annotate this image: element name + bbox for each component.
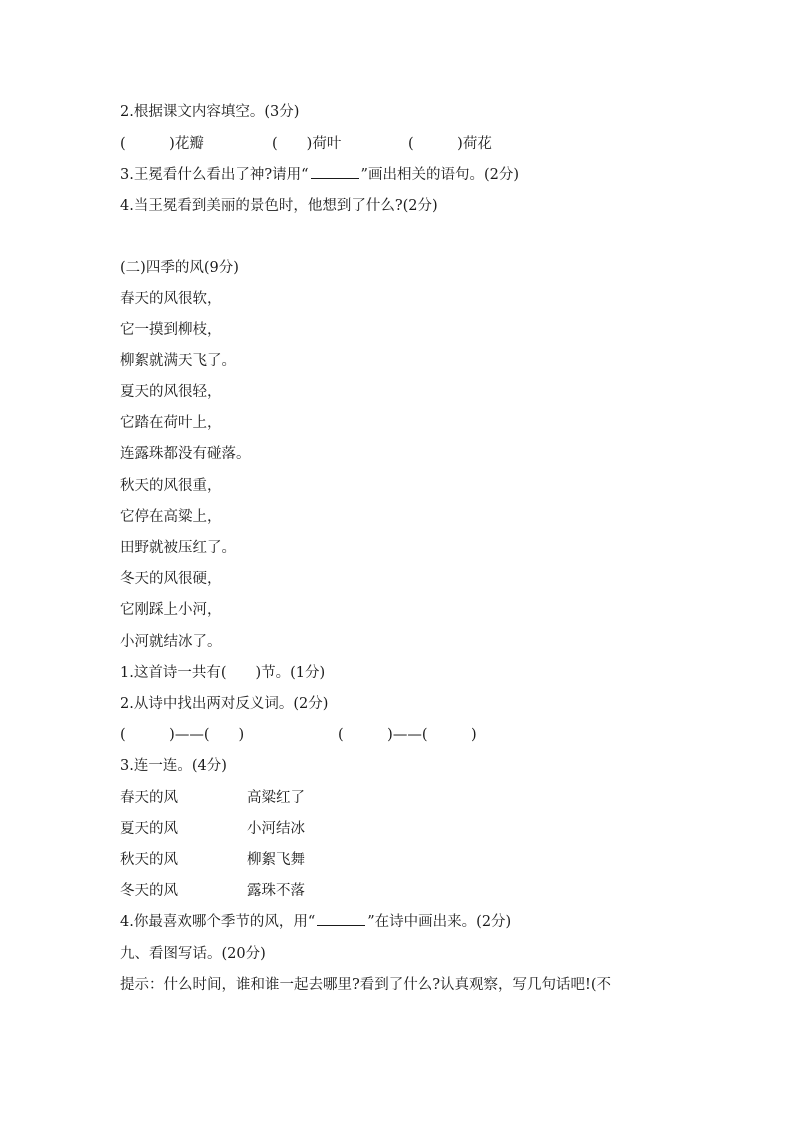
blank-petal: ( )花瓣 [120, 136, 204, 152]
match-left-item: 秋天的风 [120, 852, 178, 868]
match-left-item: 夏天的风 [120, 821, 178, 837]
poem-line: 秋天的风很重， [120, 478, 222, 494]
poem-line: 连露珠都没有碰落。 [120, 446, 251, 462]
match-right-item: 露珠不落 [247, 883, 305, 899]
match-row [120, 881, 420, 901]
part2-question-1: 1.这首诗一共有( )节。(1分) [120, 665, 326, 681]
antonym-pairs [120, 725, 520, 745]
poem-line: 它踏在荷叶上， [120, 415, 222, 431]
poem-line: 柳絮就满天飞了。 [120, 353, 236, 369]
part2-question-3: 3.连一连。(4分) [120, 758, 227, 774]
part2-question-4-suffix: ”在诗中画出来。(2分) [367, 914, 512, 930]
poem-line: 春天的风很软， [120, 291, 222, 307]
part1-question-3-prefix: 3.王冕看什么看出了神?请用“ [120, 167, 309, 183]
match-row [120, 850, 420, 870]
part1-question-3 [120, 165, 519, 185]
match-right-item: 高粱红了 [247, 790, 305, 806]
part1-question-4: 4.当王冕看到美丽的景色时，他想到了什么?(2分) [120, 198, 438, 214]
part1-question-3-suffix: ”画出相关的语句。(2分) [360, 167, 519, 183]
poem-line: 它刚踩上小河， [120, 602, 222, 618]
part2-question-4 [120, 912, 511, 932]
part3-hint: 提示：什么时间，谁和谁一起去哪里?看到了什么?认真观察，写几句话吧!(不 [120, 977, 612, 993]
antonym-pair: ( )——( ) [338, 727, 477, 743]
part2-heading: (二)四季的风(9分) [120, 260, 239, 276]
poem-line: 它停在高粱上， [120, 509, 222, 525]
part3-heading: 九、看图写话。(20分) [120, 946, 266, 962]
poem-line: 冬天的风很硬， [120, 571, 222, 587]
match-right-item: 柳絮飞舞 [247, 852, 305, 868]
underline-mark [311, 165, 359, 179]
underline-mark [317, 912, 365, 926]
blank-lotus-leaf: ( )荷叶 [272, 136, 342, 152]
match-right-item: 小河结冰 [247, 821, 305, 837]
part1-question-2-blanks [120, 134, 540, 154]
poem-line: 田野就被压红了。 [120, 540, 236, 556]
poem-line: 小河就结冰了。 [120, 634, 222, 650]
blank-lotus-flower: ( )荷花 [408, 136, 492, 152]
poem-line: 它一摸到柳枝， [120, 322, 222, 338]
part2-question-4-prefix: 4.你最喜欢哪个季节的风，用“ [120, 914, 316, 930]
match-row [120, 788, 420, 808]
poem-line: 夏天的风很轻， [120, 384, 222, 400]
match-left-item: 冬天的风 [120, 883, 178, 899]
match-row [120, 819, 420, 839]
match-left-item: 春天的风 [120, 790, 178, 806]
antonym-pair: ( )——( ) [120, 727, 245, 743]
part2-question-2: 2.从诗中找出两对反义词。(2分) [120, 696, 329, 712]
part1-question-2: 2.根据课文内容填空。(3分) [120, 104, 300, 120]
